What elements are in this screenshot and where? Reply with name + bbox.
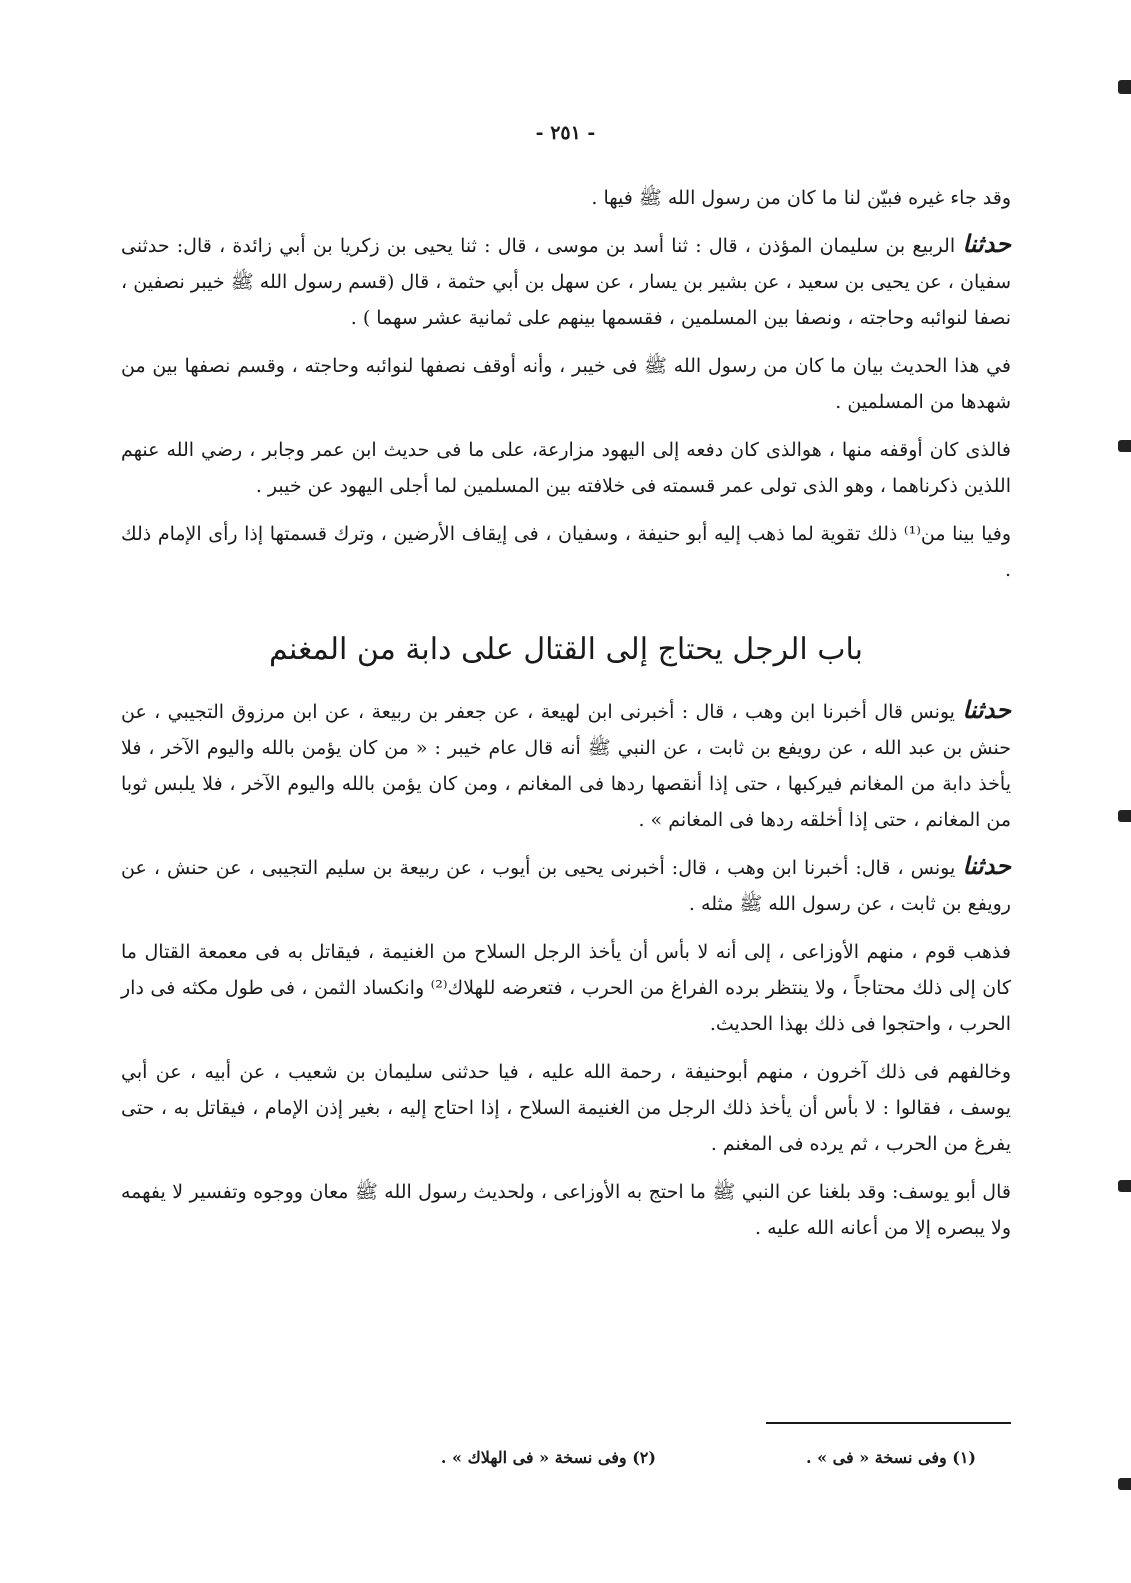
footnote: (٢) وفى نسخة « فى الهلاك » .	[440, 1448, 656, 1467]
paragraph	[121, 848, 1011, 922]
paragraph-text: يونس ، قال: أخبرنا ابن وهب ، قال: أخبرنى يحيى بن أيوب ، عن ربيعة بن سليم التجيبى ، عن حنش ، عن رويفع بن ثابت ، عن رسول الله ﷺ مثله .	[121, 857, 1011, 915]
page-number: - ٢٥١ -	[535, 122, 596, 144]
paragraph-text: وخالفهم فى ذلك آخرون ، منهم أبوحنيفة ، رحمة الله عليه ، فيا حدثنى سليمان بن شعيب ، عن أبيه ، عن أبي يوسف ، فقالوا : لا بأس أن يأخذ ذلك الرجل من الغنيمة السلاح ، إذا احتاج إليه ، بغير إذن الإمام ، فيقاتل به ، حتى يفرغ من الحرب ، ثم يرده فى المغنم .	[121, 1061, 1011, 1155]
hadith-lead-word: حدثنا	[962, 229, 1011, 258]
paragraph	[121, 226, 1011, 336]
paragraph	[121, 430, 1011, 504]
paragraph-text: قال أبو يوسف: وقد بلغنا عن النبي ﷺ ما احتج به الأوزاعى ، ولحديث رسول الله ﷺ معان ووجوه وتفسير لا يفهمه ولا يبصره إلا من أعانه الله عليه .	[121, 1181, 1011, 1239]
paragraph	[121, 346, 1011, 420]
hadith-lead-word: حدثنا	[962, 695, 1011, 724]
main-text	[121, 178, 1011, 1256]
scan-edge-mark	[1118, 80, 1131, 94]
footnotes	[126, 1448, 976, 1467]
scan-edge-mark	[1118, 440, 1131, 452]
scan-edge-mark	[1118, 810, 1131, 822]
paragraph-text: فالذى كان أوقفه منها ، هوالذى كان دفعه إلى اليهود مزارعة، على ما فى حديث ابن عمر وجابر ، رضي الله عنهم اللذين ذكرناهما ، وهو الذى تولى عمر قسمته فى خلافته بين المسلمين لما أجلى اليهود عن خيبر .	[121, 439, 1011, 497]
paragraph	[121, 1052, 1011, 1162]
paragraph	[121, 514, 1011, 588]
paragraph-text: الربيع بن سليمان المؤذن ، قال : ثنا أسد بن موسى ، قال : ثنا يحيى بن زكريا بن أبي زائدة ، قال: حدثنى سفيان ، عن يحيى بن سعيد ، عن بشير بن يسار ، عن سهل بن أبي حثمة ، قال (قسم رسول الله ﷺ خيبر نصفين ، نصفا لنوائبه وحاجته ، ونصفا بين المسلمين ، فقسمها بينهم على ثمانية عشر سهما ) .	[121, 235, 1012, 329]
paragraph-text: يونس قال أخبرنا ابن وهب ، قال : أخبرنى ابن لهيعة ، عن جعفر بن ربيعة ، عن ابن مرزوق التجيبي ، عن حنش بن عبد الله ، عن رويفع بن ثابت ، عن النبي ﷺ أنه قال عام خيبر : « من كان يؤمن بالله واليوم الآخر ، فلا يأخذ دابة من المغانم فيركبها ، حتى إذا أنقصها ردها فى المغانم ، ومن كان يؤمن بالله واليوم الآخر ، فلا يلبس ثوبا من المغانم ، حتى إذا أخلقه ردها فى المغانم » .	[121, 701, 1011, 831]
hadith-lead-word: حدثنا	[962, 851, 1011, 880]
paragraph-text: وفيا بينا من⁽¹⁾ ذلك تقوية لما ذهب إليه أبو حنيفة ، وسفيان ، فى إيقاف الأرضين ، وترك قسمتها إذا رأى الإمام ذلك .	[121, 523, 1011, 581]
footnote: (١) وفى نسخة « فى » .	[805, 1448, 976, 1467]
paragraph	[121, 178, 1011, 216]
footnote-divider	[766, 1422, 1011, 1424]
paragraph	[121, 1172, 1011, 1246]
section-title: باب الرجل يحتاج إلى القتال على دابة من المغنم	[269, 632, 863, 667]
paragraph	[121, 932, 1011, 1042]
scan-edge-mark	[1118, 1180, 1131, 1192]
paragraph	[121, 692, 1011, 838]
paragraph-text: في هذا الحديث بيان ما كان من رسول الله ﷺ فى خيبر ، وأنه أوقف نصفها لنوائبه وحاجته ، وقسم نصفها بين من شهدها من المسلمين .	[121, 355, 1011, 413]
paragraph-text: وقد جاء غيره فبيّن لنا ما كان من رسول الله ﷺ فيها .	[591, 187, 1011, 209]
scan-edge-mark	[1118, 1478, 1131, 1490]
paragraph-text: فذهب قوم ، منهم الأوزاعى ، إلى أنه لا بأس أن يأخذ الرجل السلاح من الغنيمة ، فيقاتل به فى معمعة القتال ما كان إلى ذلك محتاجاً ، ولا ينتظر برده الفراغ من الحرب ، فتعرضه للهلاك⁽²⁾ وانكساد الثمن ، فى طول مكثه فى دار الحرب ، واحتجوا فى ذلك بهذا الحديث.	[121, 941, 1011, 1035]
